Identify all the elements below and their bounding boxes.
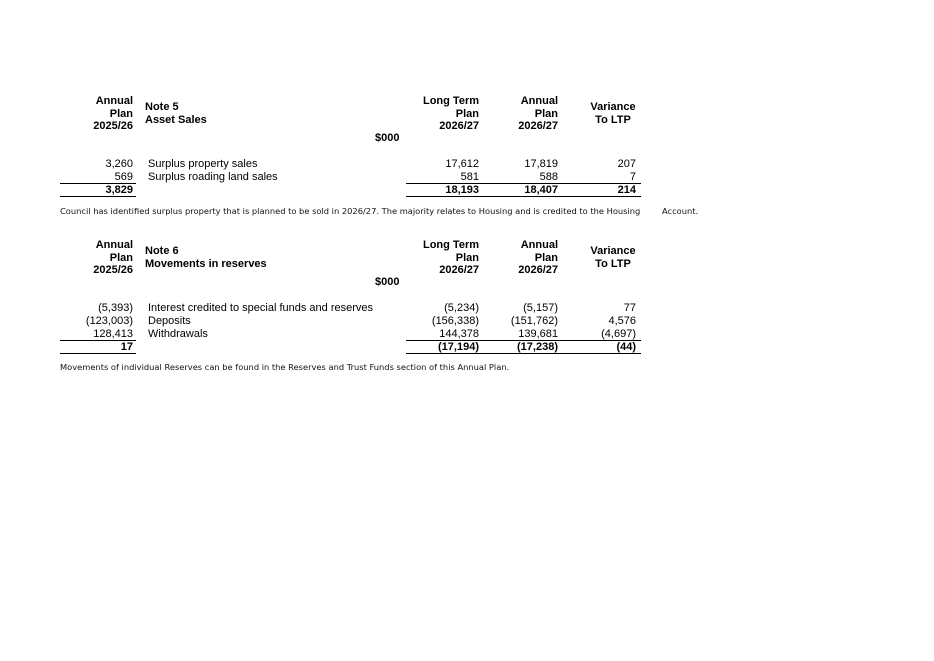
note5-title [145, 101, 207, 126]
header-line: Plan [534, 107, 558, 120]
total-annual-2025-26: 3,829 [105, 184, 133, 196]
row-label: Surplus property sales [148, 158, 258, 170]
total-variance: (44) [616, 341, 636, 353]
total-ltp: 18,193 [445, 184, 479, 196]
note6-col-variance-header [580, 245, 646, 270]
row-variance: (4,697) [601, 328, 636, 340]
divider [406, 196, 641, 197]
row-ltp: 17,612 [445, 158, 479, 170]
note5-footnote: Council has identified surplus property that is planned to be sold in 2026/27. The majority relates to Housing and is credited to the Housing [60, 206, 641, 216]
header-line: Plan [455, 251, 479, 264]
total-annual-2025-26: 17 [120, 341, 133, 353]
total-ltp: (17,194) [438, 341, 479, 353]
header-line: 2025/26 [93, 120, 133, 132]
header-line: 2026/27 [439, 120, 479, 132]
note-heading: Asset Sales [145, 113, 207, 126]
note5-col-variance-header [580, 101, 646, 126]
row-label: Withdrawals [148, 328, 208, 340]
row-ltp: (5,234) [444, 302, 479, 314]
header-line: Variance [590, 245, 636, 257]
note6-col-annual-2025-26-header [70, 239, 133, 277]
note6-units: $000 [375, 276, 400, 288]
header-line: Plan [455, 107, 479, 120]
note-number: Note 6 [145, 245, 179, 257]
row-annual-2025-26: (5,393) [98, 302, 133, 314]
header-line: 2026/27 [518, 264, 558, 276]
total-annual-2026-27: 18,407 [524, 184, 558, 196]
header-line: Long Term [422, 239, 479, 251]
header-line: Long Term [422, 95, 479, 107]
header-line: Annual [95, 95, 133, 107]
row-annual-2025-26: 569 [114, 171, 133, 183]
header-line: To LTP [595, 257, 631, 270]
note5-col-annual-2026-27-header [490, 95, 558, 133]
header-line: Annual [520, 239, 558, 251]
header-line: Plan [534, 251, 558, 264]
row-annual-2025-26: (123,003) [85, 315, 133, 327]
row-annual-2025-26: 3,260 [105, 158, 133, 170]
note5-units: $000 [375, 132, 400, 144]
note6-col-annual-2026-27-header [490, 239, 558, 277]
note5-col-annual-2025-26-header [70, 95, 133, 133]
row-variance: 7 [629, 171, 636, 183]
note-number: Note 5 [145, 101, 179, 113]
row-annual-2025-26: 128,413 [93, 328, 133, 340]
header-line: Plan [109, 107, 133, 120]
header-line: 2025/26 [93, 264, 133, 276]
row-annual-2026-27: 17,819 [524, 158, 558, 170]
header-line: Annual [520, 95, 558, 107]
header-line: Variance [590, 101, 636, 113]
row-ltp: (156,338) [431, 315, 479, 327]
total-annual-2026-27: (17,238) [517, 341, 558, 353]
note5-col-ltp-header [400, 95, 479, 133]
row-variance: 77 [623, 302, 636, 314]
note6-footnote: Movements of individual Reserves can be found in the Reserves and Trust Funds section of this Annual Plan. [60, 362, 510, 372]
row-variance: 4,576 [608, 315, 636, 327]
row-ltp: 144,378 [439, 328, 479, 340]
total-variance: 214 [617, 184, 636, 196]
row-annual-2026-27: 588 [539, 171, 558, 183]
divider [60, 353, 136, 354]
row-label: Deposits [148, 315, 191, 327]
row-annual-2026-27: (5,157) [523, 302, 558, 314]
divider [60, 196, 136, 197]
row-label: Interest credited to special funds and reserves [148, 302, 374, 314]
note6-col-ltp-header [400, 239, 479, 277]
header-line: To LTP [595, 113, 631, 126]
divider [406, 353, 641, 354]
note6-title [145, 245, 267, 270]
header-line: 2026/27 [439, 264, 479, 276]
row-variance: 207 [617, 158, 636, 170]
header-line: Annual [95, 239, 133, 251]
header-line: Plan [109, 251, 133, 264]
row-annual-2026-27: (151,762) [510, 315, 558, 327]
row-ltp: 581 [460, 171, 479, 183]
note5-footnote-end: Account. [662, 206, 699, 216]
row-label: Surplus roading land sales [148, 171, 278, 183]
note-heading: Movements in reserves [145, 257, 267, 270]
header-line: 2026/27 [518, 120, 558, 132]
row-annual-2026-27: 139,681 [518, 328, 558, 340]
